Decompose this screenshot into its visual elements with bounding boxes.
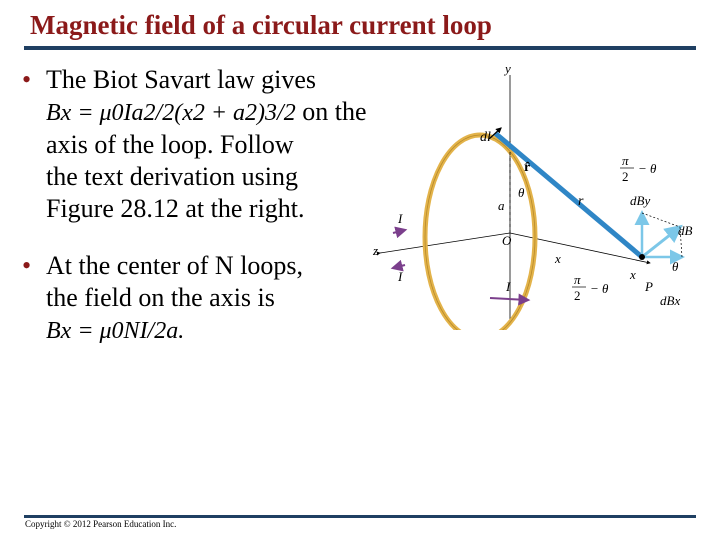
label-theta: θ <box>518 185 525 200</box>
footer-rule <box>24 515 696 518</box>
bullet-text <box>46 250 377 347</box>
bullet-line: the field on the axis is <box>46 283 275 312</box>
dB-dashed-guide <box>642 213 680 227</box>
bullet-line: on the <box>302 97 367 126</box>
angle-pi: π <box>574 272 581 287</box>
n-loops-equation: Bx = μ0NI/2a. <box>46 318 185 344</box>
label-I: I <box>398 211 403 226</box>
label-I: I <box>506 279 511 294</box>
label-dBx: dBx <box>660 293 681 308</box>
copyright-notice: Copyright © 2012 Pearson Education Inc. <box>25 519 177 529</box>
label-z: z <box>373 243 379 258</box>
bullet-line: Figure 28.12 at the right. <box>46 194 305 223</box>
point-P <box>639 254 645 260</box>
angle-two: 2 <box>574 288 581 303</box>
z-axis <box>380 233 510 253</box>
label-P: P <box>645 279 653 294</box>
label-dl: dl <box>480 130 491 145</box>
current-loop-edge <box>425 135 535 330</box>
bullet-text <box>46 64 377 225</box>
angle-label-bottom <box>572 272 609 303</box>
label-r-hat: r̂ <box>524 160 531 175</box>
bullet-biot-savart <box>22 64 377 225</box>
bullet-marker: • <box>22 251 32 280</box>
bullet-line: the text derivation using <box>46 162 299 191</box>
angle-label-top <box>620 153 657 184</box>
angle-two: 2 <box>622 169 629 184</box>
dB-vector <box>642 227 680 257</box>
biot-savart-equation: Bx = μ0Ia2/2(x2 + a2)3/2 <box>46 100 296 126</box>
bullet-line: At the center of N loops, <box>46 251 304 280</box>
label-y: y <box>505 61 511 76</box>
label-x: x <box>555 251 561 266</box>
title-underline <box>24 46 696 50</box>
current-arrow <box>393 265 405 268</box>
label-O: O <box>502 233 512 248</box>
angle-minus-theta: − θ <box>590 281 609 296</box>
current-arrow <box>393 230 405 233</box>
slide-title: Magnetic field of a circular current loop <box>30 10 492 40</box>
bullet-marker: • <box>22 65 32 94</box>
current-loop-figure <box>360 55 710 330</box>
angle-pi: π <box>622 153 629 168</box>
label-dB: dB <box>678 223 693 238</box>
angle-minus-theta: − θ <box>638 161 657 176</box>
label-I: I <box>398 269 403 284</box>
label-a: a <box>498 198 505 213</box>
label-theta-right: θ <box>672 259 679 274</box>
bullet-line: axis of the loop. Follow <box>46 130 294 159</box>
label-r: r <box>578 194 584 209</box>
bullet-n-loops <box>22 250 377 347</box>
label-x-axis: x <box>630 267 636 282</box>
bullet-line: The Biot Savart law gives <box>46 65 317 94</box>
label-dBy: dBy <box>630 193 651 208</box>
